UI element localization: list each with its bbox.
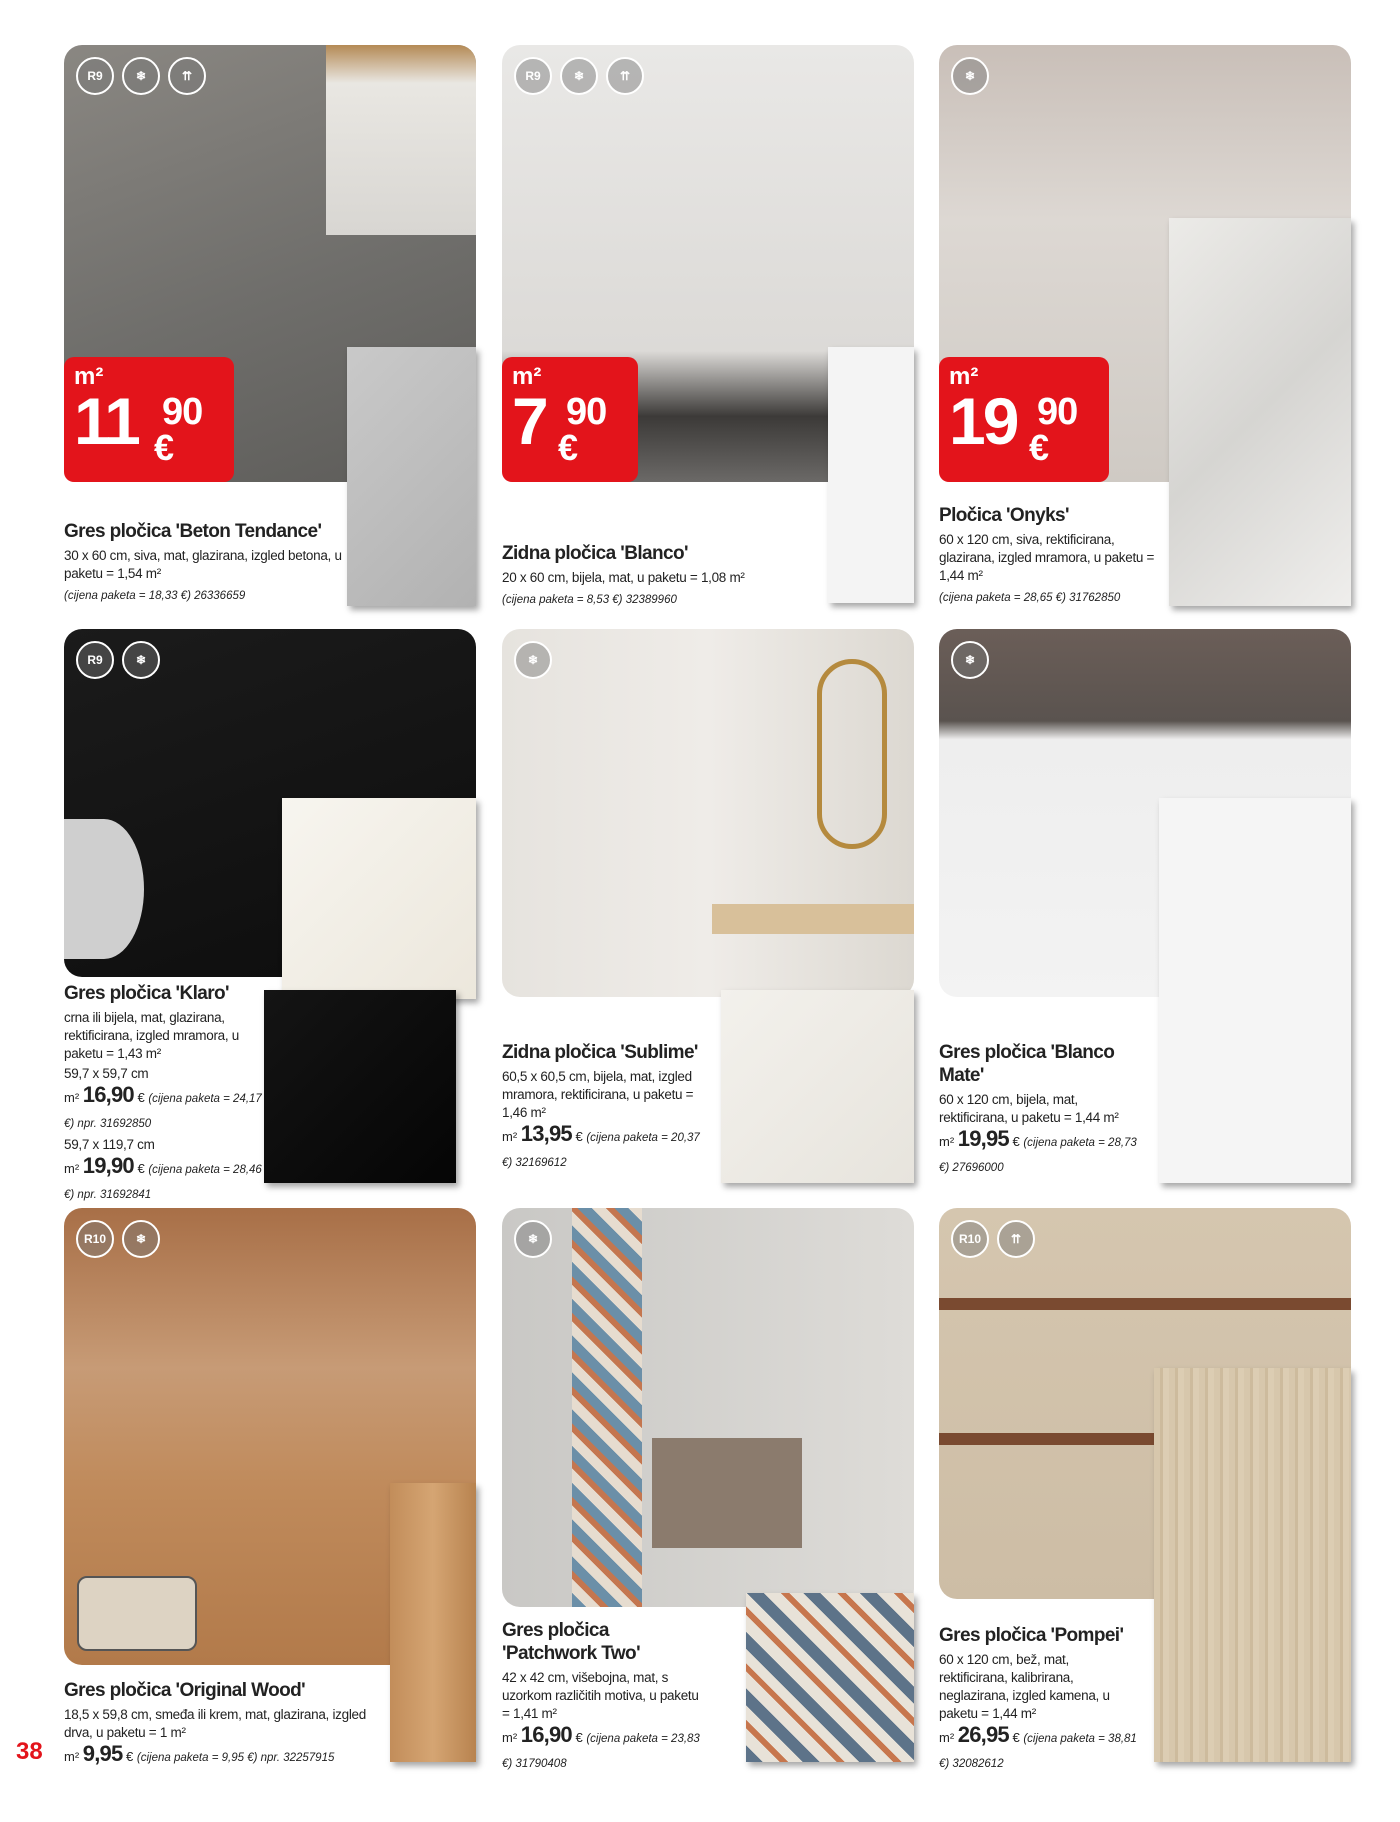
tile-sample-klaro-black (264, 990, 456, 1183)
r9-icon: R9 (514, 57, 552, 95)
snowflake-icon: ❄ (122, 1220, 160, 1258)
r9-icon: R9 (76, 57, 114, 95)
product-photo-sublime (502, 629, 914, 997)
product-desc: 30 x 60 cm, siva, mat, glazirana, izgled betona, u paketu = 1,54 m² (64, 548, 342, 581)
snowflake-icon: ❄ (951, 57, 989, 95)
abrasion-icon: ⇈ (997, 1220, 1035, 1258)
price-badge: m² 11 90 € (64, 357, 234, 482)
tile-sample-patchwork (746, 1593, 914, 1762)
product-desc: 18,5 x 59,8 cm, smeđa ili krem, mat, glazirana, izgled drva, u paketu = 1 m² (64, 1707, 366, 1740)
product-desc: 20 x 60 cm, bijela, mat, u paketu = 1,08 m² (502, 570, 745, 585)
variant-price: m² 19,90 € (cijena paketa = 28,46 €) npr. 31692841 (64, 1153, 262, 1201)
product-title: Gres pločica 'Patchwork Two' (502, 1620, 640, 1664)
page-number: 38 (16, 1738, 43, 1765)
package-price: (cijena paketa = 28,65 €) 31762850 (939, 592, 1121, 604)
product-info (939, 504, 1164, 607)
product-price: m² 16,90 € (cijena paketa = 23,83 €) 31790408 (502, 1722, 700, 1770)
r9-icon: R9 (76, 641, 114, 679)
product-desc: 60 x 120 cm, siva, rektificirana, glazirana, izgled mramora, u paketu = 1,44 m² (939, 532, 1155, 583)
product-info (64, 520, 344, 605)
product-desc: crna ili bijela, mat, glazirana, rektificirana, izgled mramora, u paketu = 1,43 m² (64, 1010, 239, 1061)
product-title: Gres pločica 'Blanco Mate' (939, 1042, 1115, 1086)
product-title: Gres pločica 'Original Wood' (64, 1680, 306, 1701)
abrasion-icon: ⇈ (168, 57, 206, 95)
r10-icon: R10 (951, 1220, 989, 1258)
tile-sample-original-wood (390, 1483, 476, 1762)
product-photo-patchwork (502, 1208, 914, 1607)
product-price: m² 13,95 € (cijena paketa = 20,37 €) 32169612 (502, 1121, 700, 1169)
product-info (502, 1619, 702, 1776)
product-info (64, 982, 264, 1207)
snowflake-icon: ❄ (514, 1220, 552, 1258)
variant-price: m² 16,90 € (cijena paketa = 24,17 €) npr. 31692850 (64, 1082, 262, 1130)
tile-sample-klaro-white (282, 798, 476, 999)
product-info (64, 1679, 394, 1770)
product-price: m² 19,95 € (cijena paketa = 28,73 €) 27696000 (939, 1126, 1137, 1174)
product-info (502, 542, 832, 609)
product-price: m² 26,95 € (cijena paketa = 38,81 €) 32082612 (939, 1722, 1137, 1770)
snowflake-icon: ❄ (560, 57, 598, 95)
variant-size: 59,7 x 119,7 cm (64, 1137, 155, 1152)
tile-sample-blanco-mate (1159, 798, 1351, 1183)
product-title: Gres pločica 'Pompei' (939, 1625, 1124, 1646)
product-title: Zidna pločica 'Sublime' (502, 1042, 698, 1063)
package-price: (cijena paketa = 18,33 €) 26336659 (64, 590, 246, 602)
snowflake-icon: ❄ (122, 57, 160, 95)
product-info (502, 1041, 702, 1175)
tile-sample-onyks (1169, 218, 1351, 606)
color-swatch-cream (77, 1576, 197, 1651)
variant-size: 59,7 x 59,7 cm (64, 1066, 149, 1081)
tile-sample-blanco (828, 347, 914, 603)
product-desc: 60 x 120 cm, bijela, mat, rektificirana, u paketu = 1,44 m² (939, 1092, 1119, 1125)
price-badge: m² 19 90 € (939, 357, 1109, 482)
product-info (939, 1624, 1139, 1776)
product-title: Pločica 'Onyks' (939, 505, 1069, 526)
tile-sample-beton (347, 347, 476, 606)
product-desc: 42 x 42 cm, višebojna, mat, s uzorkom različitih motiva, u paketu = 1,41 m² (502, 1670, 699, 1721)
tile-sample-sublime (721, 990, 914, 1183)
snowflake-icon: ❄ (951, 641, 989, 679)
product-title: Zidna pločica 'Blanco' (502, 543, 688, 564)
tile-sample-pompei (1154, 1368, 1351, 1762)
product-desc: 60 x 120 cm, bež, mat, rektificirana, kalibrirana, neglazirana, izgled kamena, u paketu = 1,44 m² (939, 1652, 1110, 1721)
snowflake-icon: ❄ (514, 641, 552, 679)
product-info (939, 1041, 1149, 1180)
price-badge: m² 7 90 € (502, 357, 638, 482)
abrasion-icon: ⇈ (606, 57, 644, 95)
package-price: (cijena paketa = 8,53 €) 32389960 (502, 594, 677, 606)
product-title: Gres pločica 'Klaro' (64, 983, 229, 1004)
product-title: Gres pločica 'Beton Tendance' (64, 521, 322, 542)
r10-icon: R10 (76, 1220, 114, 1258)
product-price: m² 9,95 € (cijena paketa = 9,95 €) npr. 32257915 (64, 1741, 335, 1766)
snowflake-icon: ❄ (122, 641, 160, 679)
product-desc: 60,5 x 60,5 cm, bijela, mat, izgled mramora, rektificirana, u paketu = 1,46 m² (502, 1069, 694, 1120)
